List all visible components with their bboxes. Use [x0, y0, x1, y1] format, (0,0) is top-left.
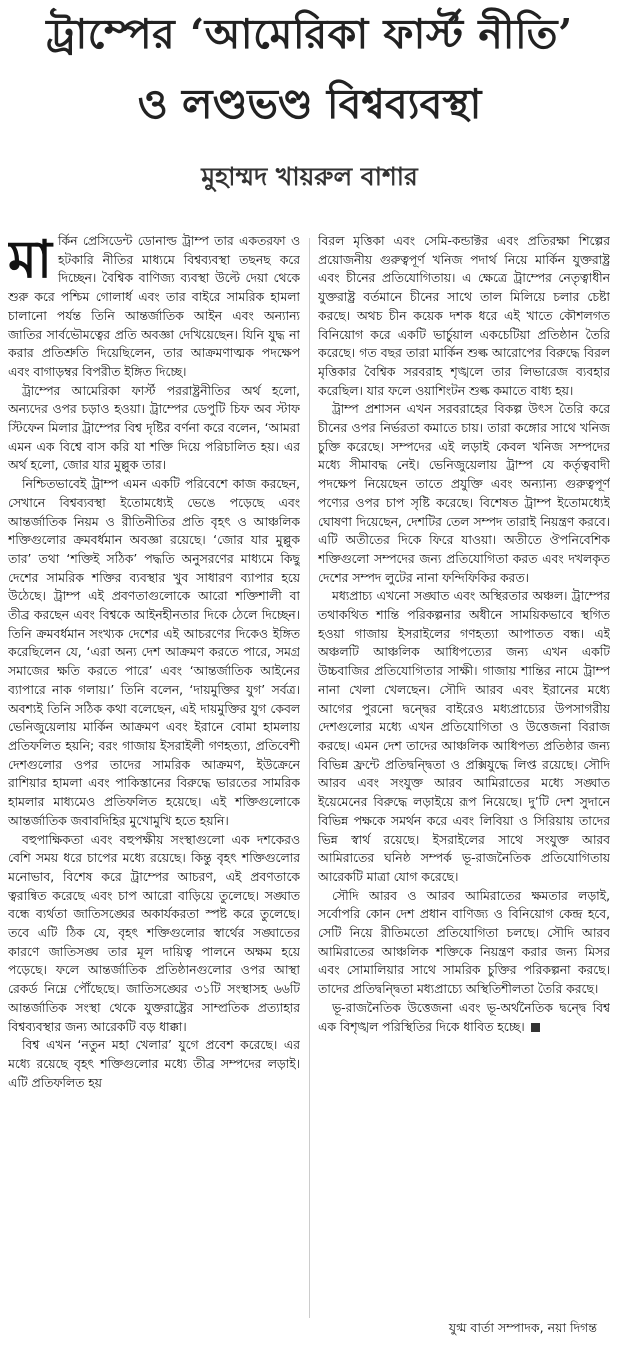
article-column-left: [8, 232, 300, 1322]
end-mark-icon: [531, 1023, 540, 1032]
paragraph-text: র্কিন প্রেসিডেন্ট ডোনাল্ড ট্রাম্প তার একতরফা ও হটকারি নীতির মাধ্যমে বিশ্বব্যবস্থা তছনছ করে দিচ্ছেন। বৈশ্বিক বাণিজ্য ব্যবস্থা উল্টে দেয়া থেকে শুরু করে পশ্চিম গোলার্ধ এবং তার বাইরে সামরিক হামলা চালানো পর্যন্ত তিনি আন্তর্জাতিক আইন এবং অন্যান্য জাতির সার্বভৌমত্বের প্রতি অবজ্ঞা দেখিয়েছেন। যিনি যুদ্ধ না করার প্রতিশ্রুতি দিয়েছিলেন, তার আক্রমণাত্মক পদক্ষেপ এবং বাগাড়ম্বর বিপরীত ইঙ্গিত দিচ্ছে।: [8, 234, 300, 379]
paragraph: নিশ্চিতভাবেই ট্রাম্প এমন একটি পরিবেশে কাজ করছেন, সেখানে বিশ্বব্যবস্থা ইতোমধ্যেই ভেঙে পড়েছে এবং আন্তর্জাতিক নিয়ম ও রীতিনীতির প্রতি বৃহৎ ও আঞ্চলিক শক্তিগুলোর ক্রমবর্ধমান অবজ্ঞা রয়েছে। ‘জোর যার মুল্লুক তার’ তথা ‘শক্তিই সঠিক’ পদ্ধতি অনুসরণের মাধ্যমে কিছু দেশের সামরিক শক্তির ব্যবস্থার খুব সাধারণ ব্যাপার হয়ে উঠেছে। ট্রাম্প এই প্রবণতাগুলোকে আরো শক্তিশালী বা তীব্র করছেন এবং বিশ্বকে আইনহীনতার দিকে ঠেলে দিচ্ছেন। তিনি ক্রমবর্ধমান সংখ্যক দেশের এই আচরণের দিকেও ইঙ্গিত করেছিলেন যে, ‘এরা অন্য দেশ আক্রমণ করতে পারে, সমগ্র সমাজের ক্ষতি করতে পারে’ এবং ‘আন্তর্জাতিক আইনের ব্যাপারে নাক গলায়।’ তিনি বলেন, ‘দায়মুক্তির যুগ’ সর্বত্র। অবশ্যই তিনি সঠিক কথা বলেছেন, এই দায়মুক্তির যুগ কেবল ভেনিজুয়েলায় মার্কিন আক্রমণ এবং ইরানে বোমা হামলায় প্রতিফলিত হয়নি; বরং গাজায় ইসরাইলী গণহত্যা, প্রতিবেশী দেশগুলোর ওপর তাদের সামরিক আক্রমণ, ইউক্রেনে রাশিয়ার হামলা এবং পাকিস্তানের বিরুদ্ধে ভারতের সামরিক হামলার মাধ্যমেও প্রতিফলিত হয়েছে। এই শক্তিগুলোকে আন্তর্জাতিক জবাবদিহির মুখোমুখি হতে হয়নি।: [8, 477, 300, 828]
paragraph-text: ভূ-রাজনৈতিক উত্তেজনা এবং ভূ-অর্থনৈতিক দ্বন্দ্বে বিশ্ব এক বিশৃঙ্খল পরিস্থিতির দিকে ধাবিত হচ্ছে।: [318, 1000, 610, 1034]
headline-line-1: ট্রাম্পের ‘আমেরিকা ফার্স্ট নীতি’: [46, 10, 573, 58]
drop-cap: মা: [8, 232, 52, 290]
paragraph: [318, 999, 610, 1036]
paragraph: বিশ্ব এখন ‘নতুন মহা খেলার’ যুগে প্রবেশ করেছে। এর মধ্যে রয়েছে বৃহৎ শক্তিগুলোর মধ্যে তীব্র সম্পদের লড়াই। এটি প্রতিফলিত হয়: [8, 1038, 300, 1090]
column-divider: [309, 238, 310, 1318]
paragraph: ট্রাম্প প্রশাসন এখন সরবরাহের বিকল্প উৎস তৈরি করে চীনের ওপর নির্ভরতা কমাতে চায়। তারা কঙ্গোর সাথে খনিজ চুক্তি করেছে। সম্পদের এই লড়াই কেবল খনিজ সম্পদের মধ্যে সীমাবদ্ধ নেই। ভেনিজুয়েলায় ট্রাম্প যে কর্তৃত্ববাদী পদক্ষেপ নিয়েছেন তাতে প্রযুক্তি এবং অন্যান্য গুরুত্বপূর্ণ পণ্যের ওপর চাপ সৃষ্টি করেছে। বিশেষত ট্রাম্প ইতোমধ্যেই ঘোষণা দিয়েছেন, দেশটির তেল সম্পদ তারাই নিয়ন্ত্রণ করবে। এটি অতীতের দিকে ফিরে যাওয়া। অতীতে ঔপনিবেশিক শক্তিগুলো সম্পদের জন্য প্রতিযোগিতা করত এবং দখলকৃত দেশের সম্পদ লুটের নানা ফন্দিফিকির করত।: [318, 402, 610, 585]
byline: মুহাম্মদ খায়রুল বাশার: [201, 162, 418, 191]
paragraph: [8, 232, 300, 382]
paragraph: সৌদি আরব ও আরব আমিরাতের ক্ষমতার লড়াই, সর্বোপরি কোন দেশ প্রধান বাণিজ্য ও বিনিয়োগ কেন্দ্র হবে, সেটি নিয়ে রীতিমতো প্রতিযোগিতা চলছে। সৌদি আরব আমিরাতের আঞ্চলিক শক্তিকে নিয়ন্ত্রণ করার জন্য মিসর এবং সোমালিয়ার সাথে সামরিক চুক্তির পরিকল্পনা করছে। তাদের প্রতিদ্বন্দ্বিতা মধ্যপ্রাচ্যে অস্থিতিশীলতা তৈরি করছে।: [318, 888, 610, 997]
paragraph: বহুপাক্ষিকতা এবং বহুপক্ষীয় সংস্থাগুলো এক দশকেরও বেশি সময় ধরে চাপের মধ্যে রয়েছে। কিন্তু বৃহৎ শক্তিগুলোর মনোভাব, বিশেষ করে ট্রাম্পের আচরণ, এই প্রবণতাকে ত্বরান্বিত করেছে এবং চাপ আরো বাড়িয়ে তুলেছে। সঙ্ঘাত বন্ধে ব্যর্থতা জাতিসঙ্ঘের অকার্যকরতা স্পষ্ট করে তুলেছে। তবে এটি ঠিক যে, বৃহৎ শক্তিগুলোর স্বার্থের সঙ্ঘাতের কারণে জাতিসঙ্ঘ তার মূল দায়িত্ব পালনে অক্ষম হয়ে পড়েছে। ফলে আন্তর্জাতিক প্রতিষ্ঠানগুলোর ওপর আস্থা রেকর্ড নিম্নে পৌঁছেছে। জাতিসঙ্ঘের ৩১টি সংস্থাসহ ৬৬টি আন্তর্জাতিক সংস্থা থেকে যুক্তরাষ্ট্রের সাম্প্রতিক প্রত্যাহার বিশ্বব্যবস্থার জন্য আরেকটি বড় ধাক্কা।: [8, 832, 300, 1034]
headline-line-2: ও লণ্ডভণ্ড বিশ্বব্যবস্থা: [137, 80, 482, 128]
author-designation: যুগ্ম বার্তা সম্পাদক, নয়া দিগন্ত: [448, 1320, 597, 1335]
paragraph: ট্রাম্পের আমেরিকা ফার্স্ট পররাষ্ট্রনীতির অর্থ হলো, অন্যদের ওপর চড়াও হওয়া। ট্রাম্পের ডেপুটি চিফ অব স্টাফ স্টিফেন মিলার ট্রাম্পের বিশ্ব দৃষ্টির বর্ণনা করে বলেন, ‘আমরা এমন এক বিশ্বে বাস করি যা শক্তি দিয়ে পরিচালিত হয়। এর অর্থ হলো, জোর যার মুল্লুক তার।: [8, 383, 300, 473]
article-column-right: [318, 232, 610, 1312]
paragraph: মধ্যপ্রাচ্য এখনো সঙ্ঘাত এবং অস্থিরতার অঞ্চল। ট্রাম্পের তথাকথিত শান্তি পরিকল্পনার অধীনে সাময়িকভাবে স্থগিত হওয়া গাজায় ইসরাইলের গণহত্যা আপাতত বন্ধ। এই অঞ্চলটি আঞ্চলিক আধিপত্যের জন্য এখন একটি উচ্চবাজির প্রতিযোগিতার সাক্ষী। গাজায় শান্তির নামে ট্রাম্প নানা খেলা খেলছেন। সৌদি আরব এবং ইরানের মধ্যে আগের পুরনো দ্বন্দ্বের বাইরেও মধ্যপ্রাচ্যের উপসাগরীয় দেশগুলোর মধ্যে এখন প্রতিযোগিতা ও উত্তেজনা বিরাজ করছে। এমন দেশ তাদের আঞ্চলিক আধিপত্য প্রতিষ্ঠার জন্য বিভিন্ন ফ্রন্টে প্রতিদ্বন্দ্বিতা ও প্রক্সিযুদ্ধে লিপ্ত রয়েছে। সৌদি আরব এবং সংযুক্ত আরব আমিরাতের মধ্যে সঙ্ঘাত ইয়েমেনের বিরুদ্ধে লড়াইয়ে রূপ নিয়েছে। দু’টি দেশ সুদানে বিভিন্ন পক্ষকে সমর্থন করে এবং লিবিয়া ও সিরিয়ায় তাদের ভিন্ন স্বার্থ রয়েছে। ইসরাইলের সাথে সংযুক্ত আরব আমিরাতের ঘনিষ্ঠ সম্পর্ক ভূ-রাজনৈতিক প্রতিযোগিতায় আরেকটি মাত্রা যোগ করেছে।: [318, 589, 610, 884]
paragraph: বিরল মৃত্তিকা এবং সেমি-কন্ডাক্টর এবং প্রতিরক্ষা শিল্পের প্রয়োজনীয় গুরুত্বপূর্ণ খনিজ পদার্থ নিয়ে মার্কিন যুক্তরাষ্ট্র এবং চীনের প্রতিযোগিতায়। এ ক্ষেত্রে ট্রাম্পের নেতৃত্বাধীন যুক্তরাষ্ট্র বর্তমানে চীনের সাথে তাল মিলিয়ে চলার চেষ্টা করছে। অথচ চীন কয়েক দশক ধরে এই খাতে কৌশলগত বিনিয়োগ করে একটি ভার্চুয়াল একচেটিয়া প্রতিষ্ঠান তৈরি করেছে। গত বছর তারা মার্কিন শুল্ক আরোপের বিরুদ্ধে বিরল মৃত্তিকার বৈশ্বিক সরবরাহ শৃঙ্খলে তার লিভারেজ ব্যবহার করেছিল। যার ফলে ওয়াশিংটন শুল্ক কমাতে বাধ্য হয়।: [318, 234, 610, 398]
